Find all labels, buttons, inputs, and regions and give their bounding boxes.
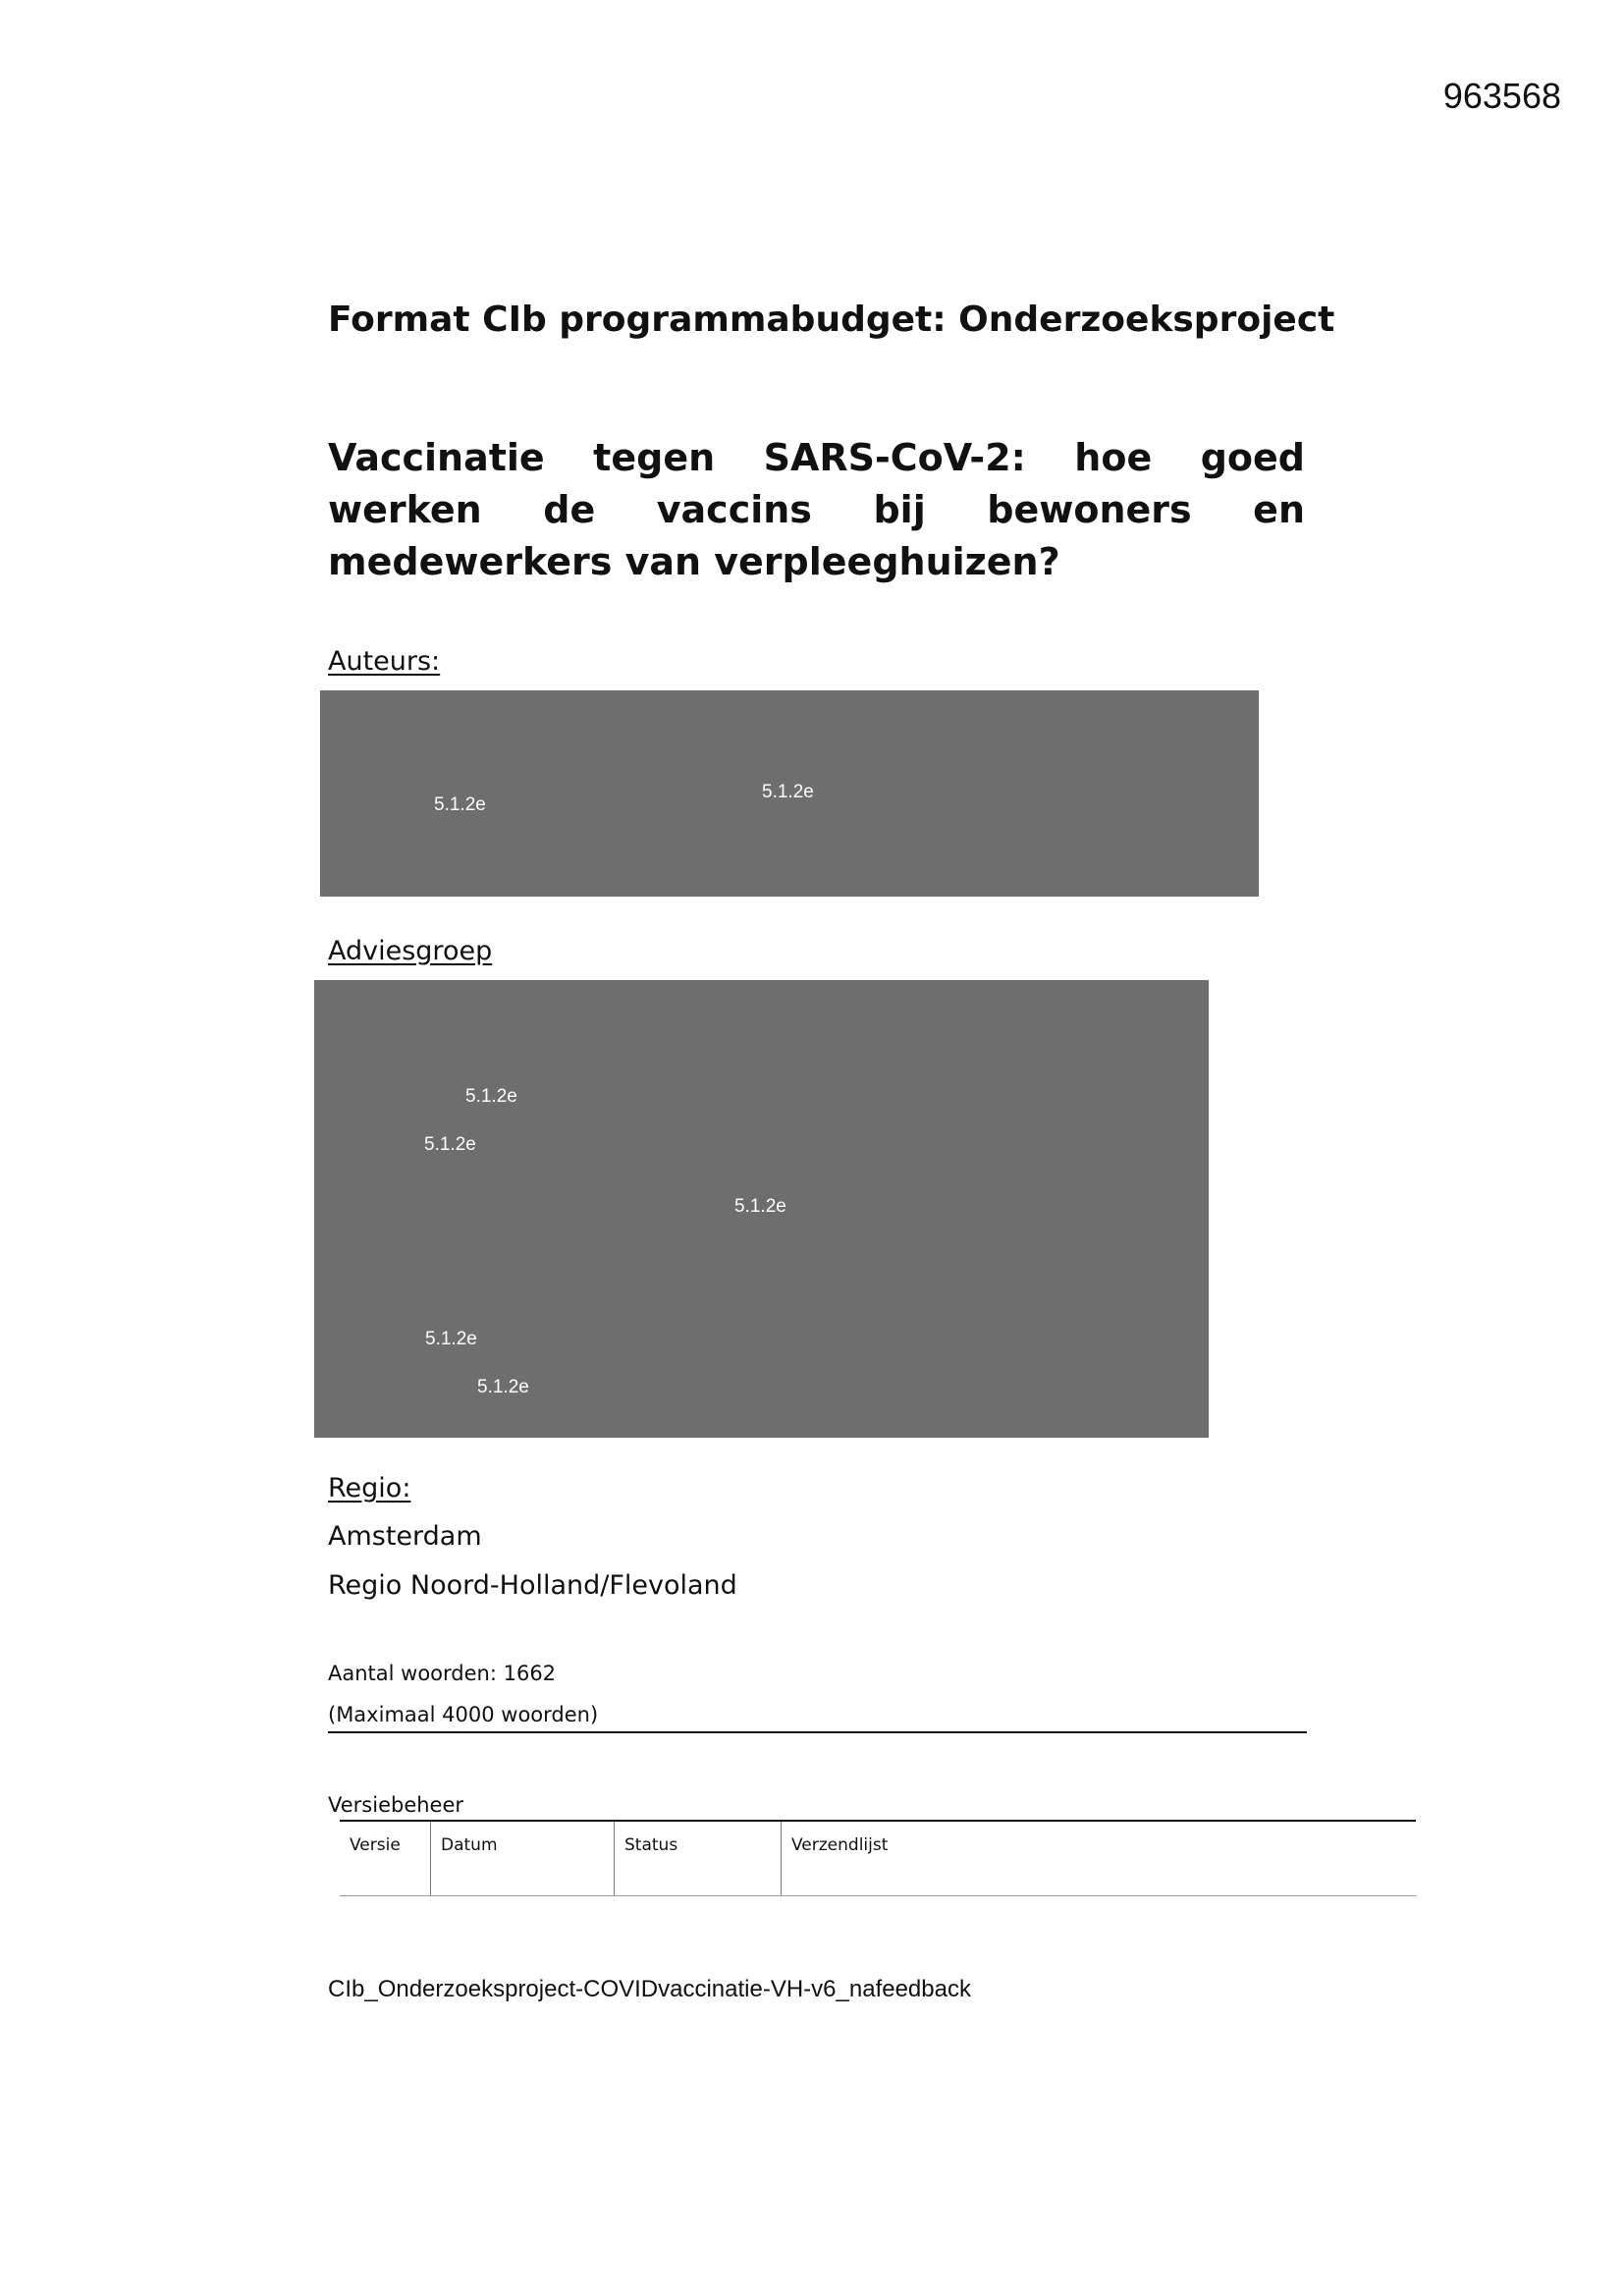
redaction-label: 5.1.2e <box>434 794 486 815</box>
word-count-max: (Maximaal 4000 woorden) <box>328 1703 599 1726</box>
authors-redaction-block <box>320 690 1259 897</box>
document-id: 963568 <box>1442 76 1561 116</box>
footer-filename: CIb_Onderzoeksproject-COVIDvaccinatie-VH-v6_nafeedback <box>328 1976 971 2002</box>
advisory-group-redaction-block <box>314 980 1209 1438</box>
advisory-group-label: Adviesgroep <box>328 936 493 966</box>
region-line: Regio Noord-Holland/Flevoland <box>328 1570 737 1601</box>
project-title: Vaccinatie tegen SARS-CoV-2: hoe goed werken de vaccins bij bewoners en medewerkers van verpleeghuizen? <box>328 436 1305 583</box>
word-count-divider <box>328 1731 1307 1733</box>
region-label: Regio: <box>328 1473 411 1503</box>
version-control-table <box>340 1820 1416 1896</box>
format-title: Format CIb programmabudget: Onderzoeksproject <box>328 300 1335 340</box>
redaction-label: 5.1.2e <box>425 1329 477 1349</box>
redaction-label: 5.1.2e <box>477 1377 529 1397</box>
column-header-status: Status <box>614 1822 781 1895</box>
column-header-version: Versie <box>350 1835 401 1855</box>
column-header-distribution-list: Verzendlijst <box>781 1822 1416 1895</box>
region-line: Amsterdam <box>328 1521 482 1552</box>
word-count: Aantal woorden: 1662 <box>328 1662 557 1685</box>
redaction-label: 5.1.2e <box>762 782 814 802</box>
column-header-date: Datum <box>430 1822 614 1895</box>
redaction-label: 5.1.2e <box>424 1134 476 1155</box>
redaction-label: 5.1.2e <box>465 1086 517 1107</box>
redaction-label: 5.1.2e <box>734 1196 786 1217</box>
version-control-title: Versiebeheer <box>328 1793 464 1817</box>
authors-label: Auteurs: <box>328 646 441 677</box>
